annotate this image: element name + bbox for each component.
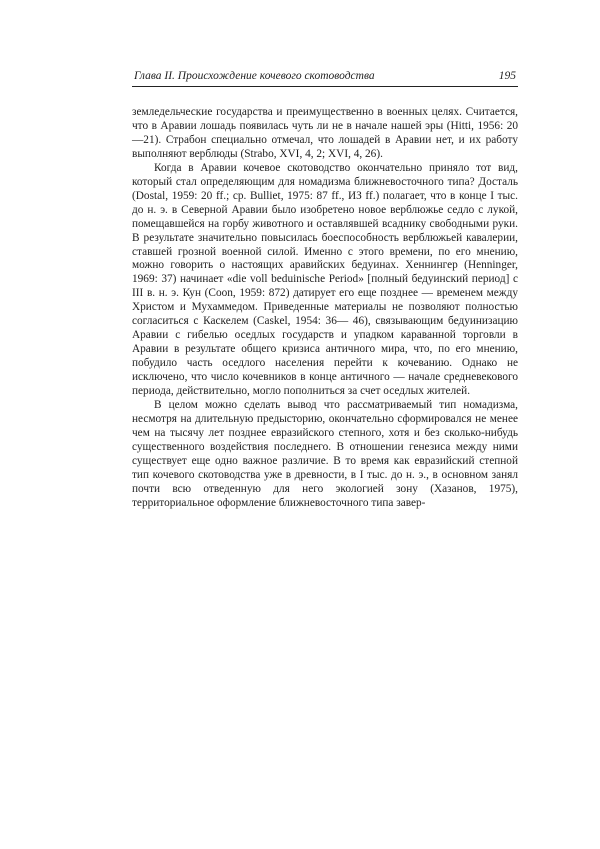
paragraph-continuation: земледельческие государства и преимущественно в военных целях. Считается, что в Аравии лошадь появилась чуть ли не в начале нашей эры (Hitti, 1956: 20—21). Страбон специально отмечал, что лошадей в Аравии нет, и их работу выполняют верблюды (Strabo, XVI, 4, 2; XVI, 4, 26). xyxy=(132,106,518,160)
paragraph-bedouin-dating: Когда в Аравии кочевое скотоводство окончательно приняло тот вид, который стал определяющим для номадизма ближневосточного типа? Досталь (Dostal, 1959: 20 ff.; ср. Bulliet, 1975: 87 ff., ИЗ ff.) полагает, что в конце I тыс. до н. э. в Северной Аравии было изобретено новое верблюжье седло с лукой, помещавшейся на горбу животного и оставлявшей всаднику свободными руки. В результате значительно повысилась боеспособность верблюжьей кавалерии, ставшей грозной военной силой. Именно с этого времени, по его мнению, можно говорить о настоящих аравийских бедуинах. Хеннингер (Henninger, 1969: 37) начинает «die voll beduinische Period» [полный бедуинский период] с III в. н. э. Кун (Coon, 1959: 872) датирует его еще позднее — временем между Христом и Мухаммедом. Приведенные материалы не позволяют полностью согласиться с Каскелем (Caskel, 1954: 36— 46), связывающим бедуинизацию Аравии с гибелью оседлых государств и упадком караванной торговли в Аравии в результате общего кризиса античного мира, что, по его мнению, побудило часть оседлого населения перейти к кочеванию. Однако не исключено, что число кочевников в конце античного — начале средневекового периода, действительно, могло пополниться за счет оседлых жителей. xyxy=(132,161,518,398)
body-text xyxy=(132,106,518,511)
running-header xyxy=(132,68,518,87)
chapter-title: Глава II. Происхождение кочевого скотоводства xyxy=(134,70,375,82)
page-number: 195 xyxy=(498,70,516,82)
paragraph-conclusion: В целом можно сделать вывод что рассматриваемый тип номадизма, несмотря на длительную предысторию, окончательно сформировался не менее чем на тысячу лет позднее евразийского степного, хотя и без сколько-нибудь существенного воздействия последнего. В отношении генезиса между ними существует еще одно важное различие. В то время как евразийский степной тип кочевого скотоводства уже в древности, в I тыс. до н. э., в основном занял почти всю отведенную для него экологией зону (Хазанов, 1975), территориальное оформление ближневосточного типа завер- xyxy=(132,399,518,509)
